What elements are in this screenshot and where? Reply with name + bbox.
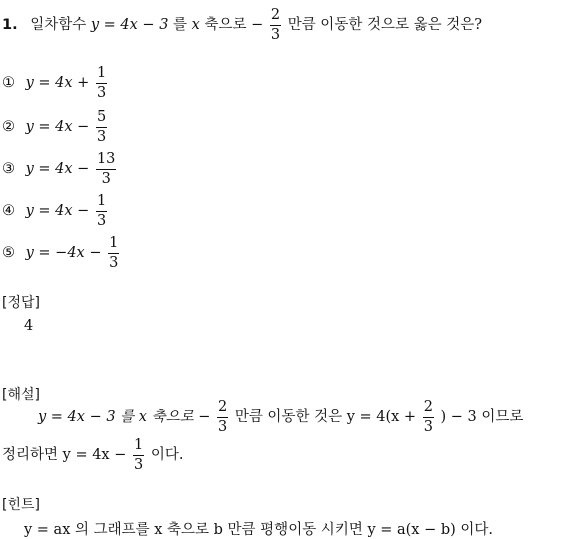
choice-expr: y = 4x − <box>25 161 90 177</box>
explanation-fraction-2 <box>423 400 434 434</box>
explanation-fraction-3 <box>133 438 144 472</box>
question-text-mid1: 를 <box>173 17 188 33</box>
fraction-denominator: 3 <box>217 418 228 435</box>
question-text-mid2: 축으로 − <box>204 17 264 33</box>
fraction-numerator: 1 <box>133 438 144 456</box>
fraction-numerator: 1 <box>108 236 119 254</box>
fraction-numerator: 2 <box>423 400 434 418</box>
question-shift-fraction <box>270 8 281 42</box>
explanation-text-c: ) − 3 이므로 <box>440 409 524 425</box>
fraction-numerator: 2 <box>217 400 228 418</box>
choice-mark: ② <box>2 119 15 135</box>
question-text-pre: 일차함수 <box>30 17 87 33</box>
explanation-text-a: y = 4x − 3 를 x 축으로 − <box>38 409 211 425</box>
choice-expr: y = −4x − <box>25 245 102 261</box>
fraction-denominator: 3 <box>133 456 144 473</box>
question-text-post: 만큼 이동한 것으로 옳은 것은? <box>287 17 482 33</box>
choice-fraction <box>96 152 116 186</box>
choice-mark: ⑤ <box>2 245 15 261</box>
explanation-text-d: 정리하면 y = 4x − <box>2 447 127 463</box>
explanation-fraction-1 <box>217 400 228 434</box>
fraction-numerator: 1 <box>96 194 107 212</box>
hint-text: y = ax 의 그래프를 x 축으로 b 만큼 평행이동 시키면 y = a(x − b) 이다. <box>24 522 494 538</box>
question-line <box>2 8 482 42</box>
choice-2[interactable] <box>2 110 109 144</box>
explanation-label: [해설] <box>2 387 40 403</box>
fraction-numerator: 5 <box>96 110 107 128</box>
choice-4[interactable] <box>2 194 109 228</box>
choice-mark: ④ <box>2 203 15 219</box>
choice-mark: ③ <box>2 161 15 177</box>
fraction-numerator: 13 <box>96 152 116 170</box>
explanation-text-b: 만큼 이동한 것은 y = 4(x + <box>234 409 417 425</box>
question-axis: x <box>191 17 200 33</box>
answer-value: 4 <box>24 318 34 334</box>
choice-fraction <box>96 66 107 100</box>
choice-fraction <box>96 110 107 144</box>
answer-label: [정답] <box>2 295 40 311</box>
hint-label: [힌트] <box>2 497 40 513</box>
explanation-line-1 <box>38 400 523 434</box>
fraction-denominator: 3 <box>270 26 281 43</box>
choice-fraction <box>96 194 107 228</box>
fraction-denominator: 3 <box>101 170 111 187</box>
fraction-denominator: 3 <box>109 254 119 271</box>
choice-3[interactable] <box>2 152 118 186</box>
fraction-denominator: 3 <box>96 128 107 145</box>
fraction-denominator: 3 <box>96 84 107 101</box>
explanation-line-2 <box>2 438 183 472</box>
choice-5[interactable] <box>2 236 121 270</box>
choice-mark: ① <box>2 75 15 91</box>
explanation-text-e: 이다. <box>150 447 184 463</box>
fraction-denominator: 3 <box>423 418 433 435</box>
fraction-denominator: 3 <box>96 212 107 229</box>
choice-expr: y = 4x + <box>25 75 90 91</box>
question-equation: y = 4x − 3 <box>90 17 169 33</box>
choice-expr: y = 4x − <box>25 119 90 135</box>
choice-expr: y = 4x − <box>25 203 90 219</box>
choice-1[interactable] <box>2 66 109 100</box>
fraction-numerator: 2 <box>270 8 281 26</box>
fraction-numerator: 1 <box>96 66 107 84</box>
question-number: 1. <box>2 17 18 33</box>
choice-fraction <box>108 236 119 270</box>
